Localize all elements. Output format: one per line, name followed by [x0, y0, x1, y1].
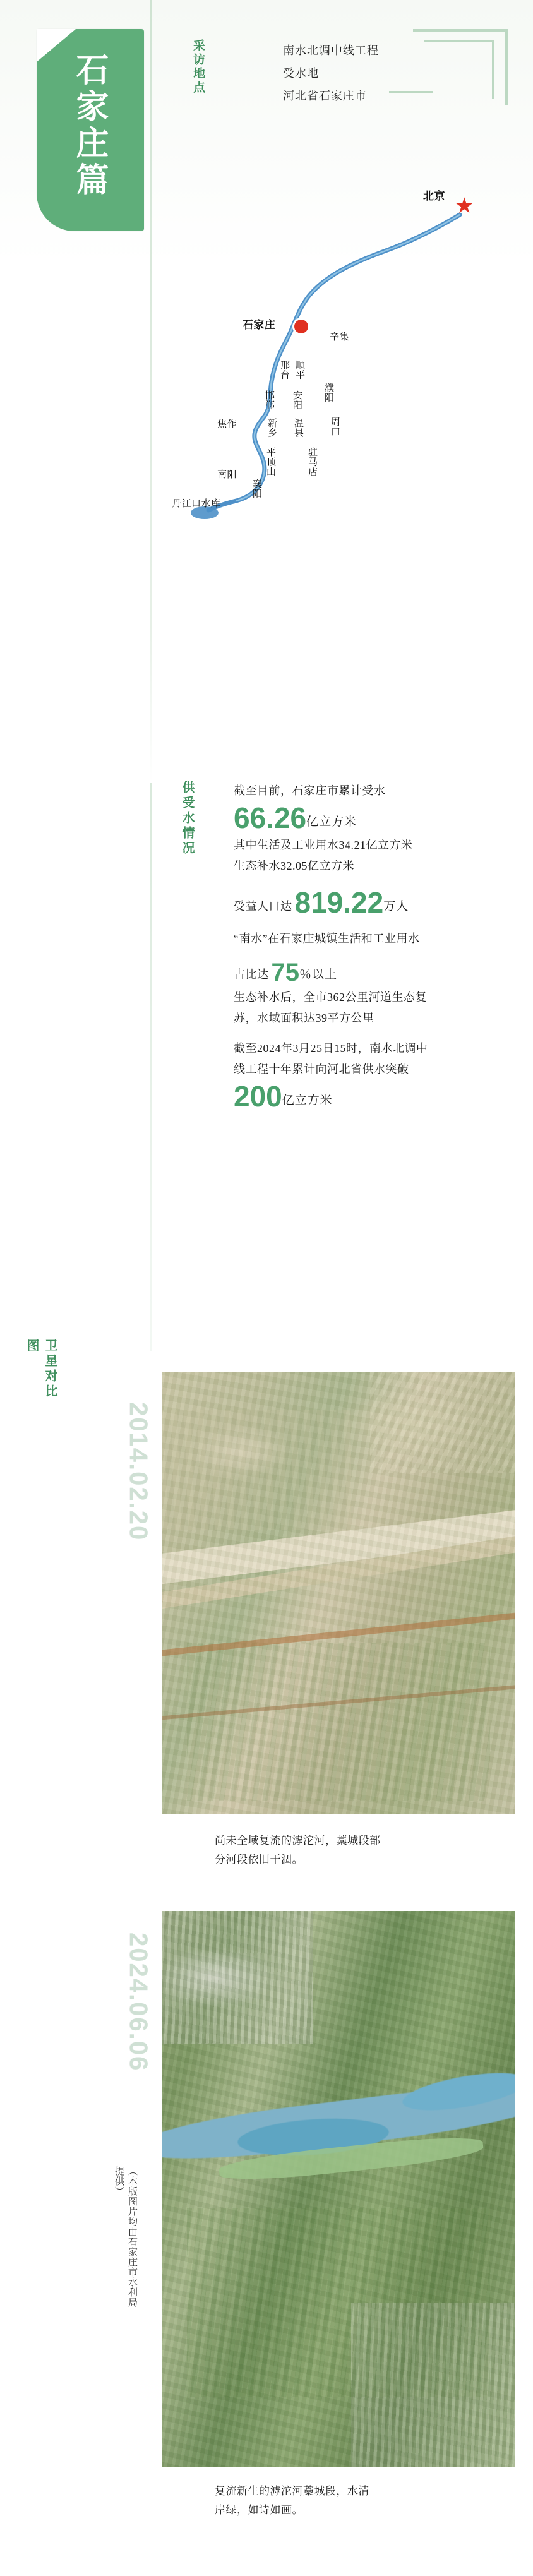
supply-section-label: 供受水情况	[180, 781, 194, 856]
map-city-zhumadian: 驻马店	[307, 447, 317, 477]
stat-ecological-supplement: 生态补水32.05亿立方米	[234, 860, 354, 873]
interview-line-2: 受水地	[283, 67, 319, 80]
map-city-nanyang: 南阳	[217, 470, 237, 480]
stat-river-recovery-1: 生态补水后，全市362公里河道生态复	[234, 990, 427, 1003]
stat-share-intro: “南水”在石家庄城镇生活和工业用水	[234, 932, 420, 945]
satellite-caption-2024	[215, 2482, 486, 2520]
satellite-section-label: 卫星对比图	[25, 1339, 57, 1399]
map-city-pingdingshan: 平顶山	[265, 447, 275, 477]
page-title	[37, 29, 144, 231]
map-city-danjiangkou-reservoir: 丹江口水库	[172, 499, 221, 509]
satellite-photo-2024	[162, 1911, 515, 2467]
stat-share-unit: ％以上	[299, 967, 338, 981]
stat-share-value: 75	[271, 958, 299, 986]
stat-beneficiaries-prefix: 受益人口达	[234, 899, 292, 913]
map-city-xinxiang: 新乡	[266, 418, 277, 438]
interview-location-label: 采访地点	[191, 39, 205, 95]
map-city-xingtai: 邢台	[279, 360, 289, 380]
map-city-xiangyang: 襄阳	[251, 479, 261, 498]
caption-2024-line-2: 岸绿，如诗如画。	[215, 2503, 303, 2516]
map-city-puyang: 濮阳	[323, 383, 333, 402]
stat-total-intro: 截至目前，石家庄市累计受水	[234, 784, 386, 797]
stat-milestone-value: 200	[234, 1080, 282, 1113]
map-canvas	[163, 182, 517, 573]
interview-line-1: 南水北调中线工程	[283, 44, 379, 57]
stat-milestone-2: 线工程十年累计向河北省供水突破	[234, 1062, 409, 1075]
map-city-xinji: 辛集	[330, 332, 350, 342]
interview-location-info	[283, 39, 379, 107]
vertical-rule	[150, 0, 152, 783]
satellite-caption-2014	[215, 1831, 486, 1869]
stat-milestone-1: 截至2024年3月25日15时，南水北调中	[234, 1041, 428, 1055]
stat-total-volume-unit: 亿立方米	[306, 815, 357, 829]
satellite-date-2024: 2024.06.06	[124, 1932, 152, 2072]
interview-line-3: 河北省石家庄市	[283, 90, 367, 102]
satellite-photo-2014	[162, 1372, 515, 1814]
vertical-rule-lower	[150, 783, 152, 1351]
caption-2014-line-2: 分河段依旧干涸。	[215, 1853, 303, 1866]
stat-domestic-industrial: 其中生活及工业用水34.21亿立方米	[234, 839, 413, 852]
caption-2014-line-1: 尚未全域复流的滹沱河，藁城段部	[215, 1835, 381, 1847]
stat-share	[234, 958, 505, 987]
satellite-date-2014: 2014.02.20	[124, 1402, 152, 1542]
stat-milestone-unit: 亿立方米	[282, 1094, 333, 1108]
map-city-shijiazhuang: 石家庄	[243, 319, 276, 331]
map-city-anyang: 安阳	[292, 390, 302, 410]
stat-milestone-volume	[234, 1080, 505, 1113]
map-city-zhoukou: 周口	[330, 417, 340, 436]
stat-beneficiaries-value: 819.22	[294, 885, 384, 919]
shijiazhuang-marker-icon	[294, 320, 308, 333]
map-city-beijing: 北京	[423, 190, 445, 202]
photo-credit: （本版图片均由石家庄市水利局提供）	[114, 2166, 137, 2308]
stat-total-volume-value: 66.26	[234, 801, 307, 835]
title-text: 石家庄篇	[71, 52, 107, 199]
map-city-jiaozuo: 焦作	[217, 419, 237, 429]
map-city-shunping: 顺平	[294, 360, 304, 380]
map-city-handan: 邯郸	[264, 390, 274, 410]
map-city-wenxian: 温县	[293, 418, 303, 438]
stat-beneficiaries	[234, 886, 505, 920]
stat-share-prefix: 占比达	[234, 967, 269, 981]
stat-beneficiaries-unit: 万人	[383, 899, 409, 913]
caption-2024-line-1: 复流新生的滹沱河藁城段，水清	[215, 2485, 369, 2497]
stat-total-volume	[234, 801, 505, 835]
capital-star-icon: ★	[455, 195, 474, 218]
corner-frame-decoration	[381, 29, 508, 143]
stat-river-recovery-2: 苏，水域面积达39平方公里	[234, 1012, 374, 1025]
supply-stats	[234, 781, 505, 1113]
route-map	[163, 182, 517, 750]
